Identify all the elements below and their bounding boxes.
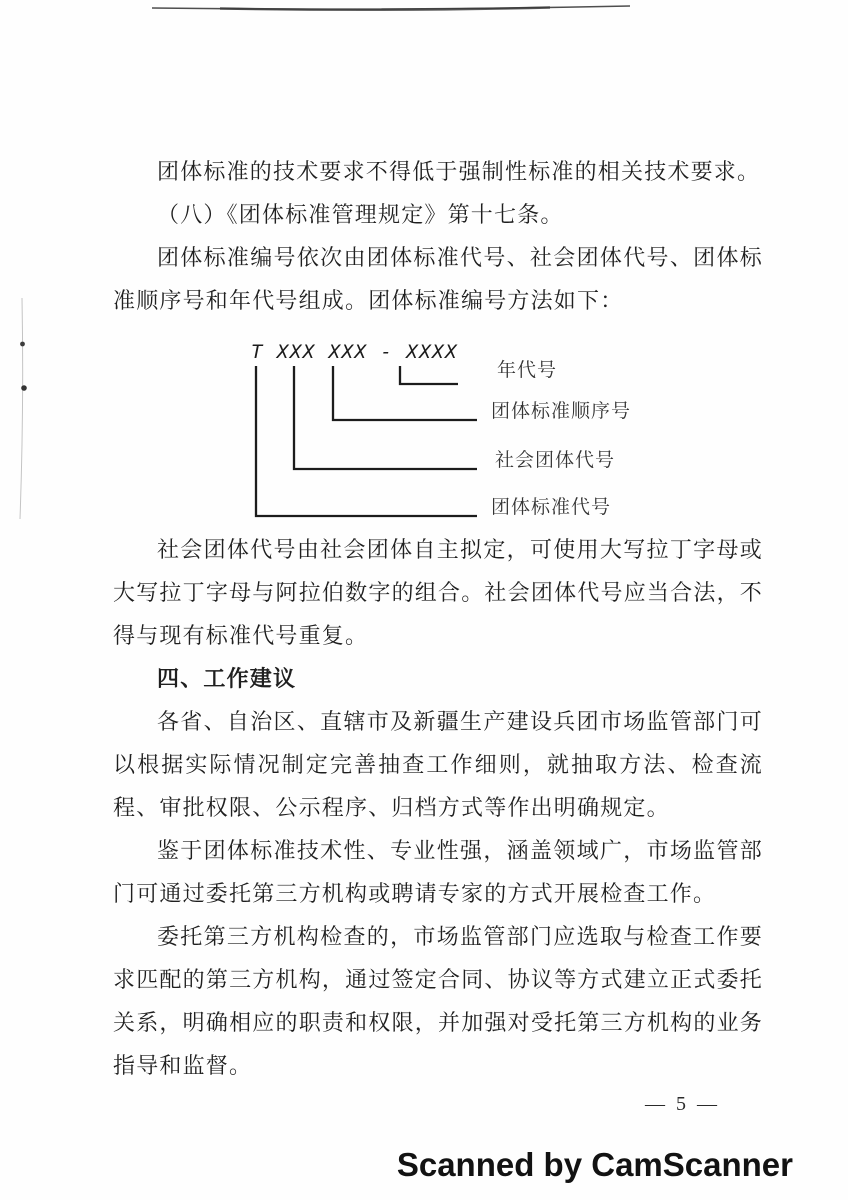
diagram-label-social-org-code: 社会团体代号	[495, 450, 616, 471]
document-body	[113, 150, 763, 1087]
document-paragraph: 团体标准编号依次由团体标准代号、社会团体代号、团体标准顺序号和年代号组成。团体标准编号方法如下：	[113, 245, 763, 313]
connector-social-org-code	[294, 366, 477, 469]
standard-numbering-diagram	[113, 326, 763, 526]
diagram-label-year-code: 年代号	[497, 360, 558, 381]
left-edge-scan-artifact	[17, 296, 29, 521]
diagram-label-sequence-number: 团体标准顺序号	[491, 401, 632, 422]
connector-year-code	[400, 366, 458, 384]
document-paragraph: 团体标准的技术要求不得低于强制性标准的相关技术要求。	[157, 159, 761, 184]
top-edge-scan-artifact	[150, 4, 632, 12]
diagram-formula: T XXX XXX - XXXX	[251, 341, 459, 363]
document-paragraph: 鉴于团体标准技术性、专业性强，涵盖领域广，市场监管部门可通过委托第三方机构或聘请专家的方式开展检查工作。	[113, 838, 763, 906]
diagram-label-standard-code: 团体标准代号	[491, 497, 612, 518]
connector-standard-code	[256, 366, 477, 516]
section-heading: 四、工作建议	[157, 666, 297, 691]
connector-sequence-number	[333, 366, 477, 420]
document-paragraph: 委托第三方机构检查的，市场监管部门应选取与检查工作要求匹配的第三方机构，通过签定合同、协议等方式建立正式委托关系，明确相应的职责和权限，并加强对受托第三方机构的业务指导和监督。	[113, 924, 763, 1078]
document-paragraph: 社会团体代号由社会团体自主拟定，可使用大写拉丁字母或大写拉丁字母与阿拉伯数字的组合。社会团体代号应当合法，不得与现有标准代号重复。	[113, 537, 763, 648]
document-paragraph: （八）《团体标准管理规定》第十七条。	[157, 202, 564, 227]
camscanner-watermark: Scanned by CamScanner	[396, 1146, 793, 1183]
document-paragraph: 各省、自治区、直辖市及新疆生产建设兵团市场监管部门可以根据实际情况制定完善抽查工作细则，就抽取方法、检查流程、审批权限、公示程序、归档方式等作出明确规定。	[113, 709, 763, 820]
page-number: — 5 —	[645, 1093, 720, 1115]
